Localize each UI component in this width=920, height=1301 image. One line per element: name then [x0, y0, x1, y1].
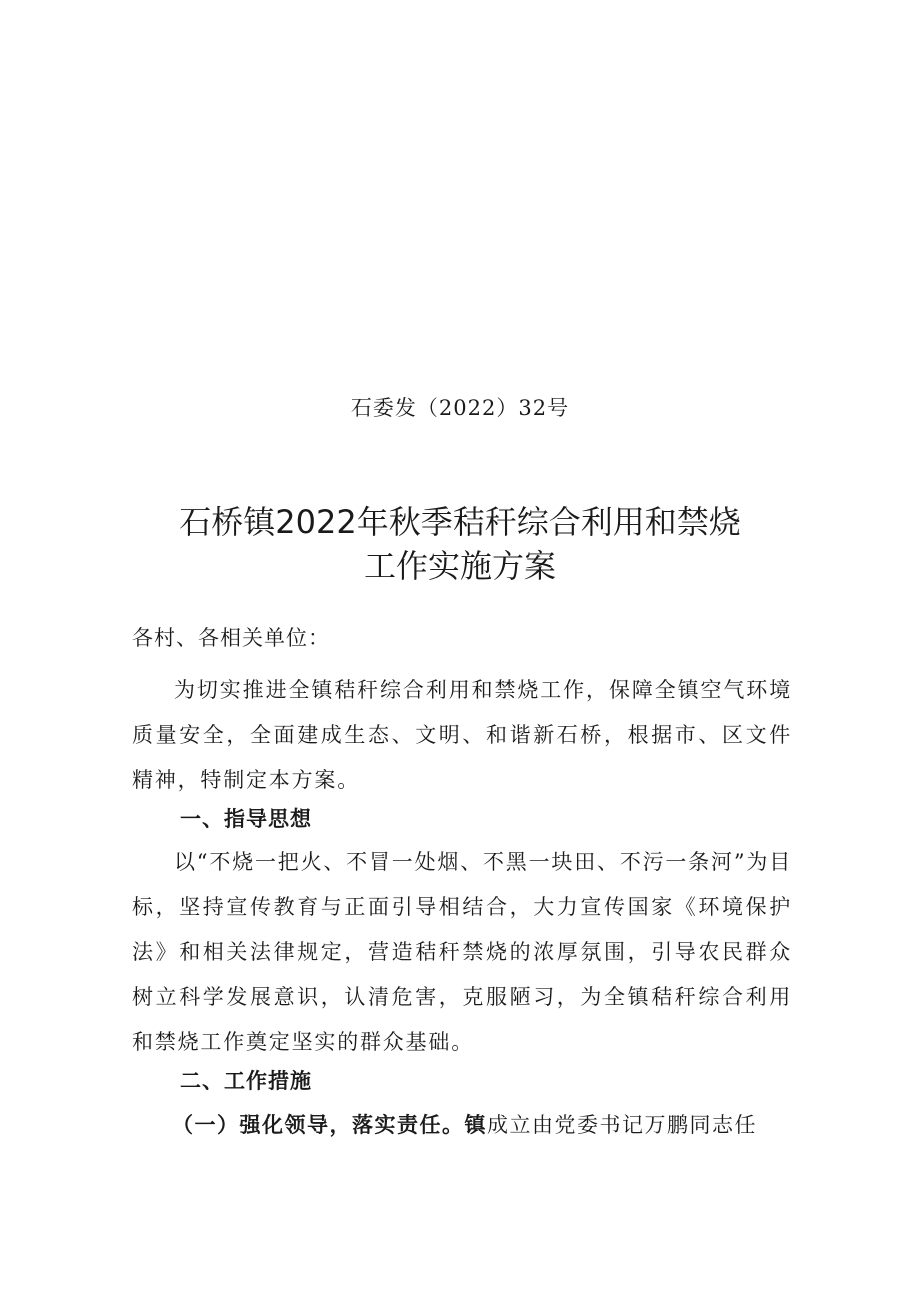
section-heading-work-measures: 二、工作措施 [180, 1069, 312, 1093]
subsection-1-paragraph [132, 1103, 792, 1148]
section-1-paragraph [132, 840, 792, 1065]
document-number: 石委发（2022）32号 [350, 396, 570, 420]
subsection-1-lead: （一）强化领导，落实责任。镇 [172, 1113, 487, 1137]
intro-paragraph [132, 668, 792, 803]
section-1-paragraph-text: 以“不烧一把火、不冒一处烟、不黑一块田、不污一条河”为目标，坚持宣传教育与正面引导相结合，大力宣传国家《环境保护法》和相关法律规定，营造秸秆禁烧的浓厚氛围，引导农民群众树立科学发展意识，认清危害，克服陋习，为全镇秸秆综合利用和禁烧工作奠定坚实的群众基础。 [132, 850, 792, 1054]
salutation: 各村、各相关单位： [132, 626, 330, 650]
document-title [0, 500, 920, 588]
subsection-1-text: 成立由党委书记万鹏同志任 [487, 1113, 757, 1137]
intro-paragraph-text: 为切实推进全镇秸秆综合利用和禁烧工作，保障全镇空气环境质量安全，全面建成生态、文明、和谐新石桥，根据市、区文件精神，特制定本方案。 [132, 678, 792, 792]
document-title-line-1: 石桥镇2022年秋季秸秆综合利用和禁烧 [179, 503, 741, 541]
section-heading-guiding-ideology: 一、指导思想 [180, 807, 312, 831]
document-title-line-2: 工作实施方案 [363, 547, 556, 585]
